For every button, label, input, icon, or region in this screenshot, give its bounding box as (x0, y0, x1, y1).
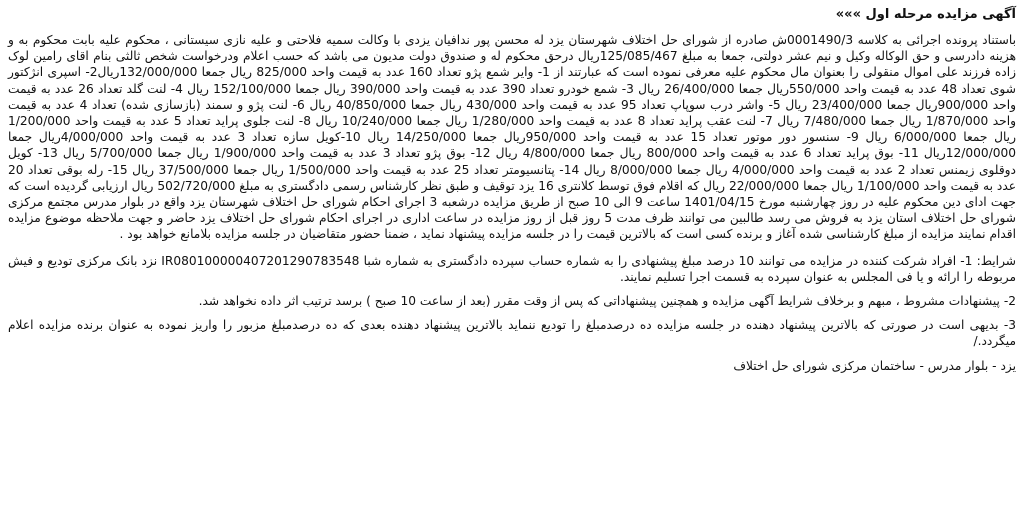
condition-2: 2- پیشنهادات مشروط ، مبهم و برخلاف شرایط آگهی مزایده و همچنین پیشنهاداتی که پس از وقت مقرر (بعد از ساعت 10 صبح ) برسد ترتیب اثر داده نخواهد شد. (198, 294, 1016, 309)
notice-title: آگهی مزایده مرحله اول »»» (835, 7, 1016, 22)
notice-main-paragraph: باستناد پرونده اجرائی به کلاسه 0001490/3ش صادره از شورای حل اختلاف شهرستان یزد له محسن پور ندافیان یزدی با وکالت سمیه فلاحتی و علیه نازی سیستانی ، محکوم علیه بابت محکوم به و هزینه دادرسی و حق الوکاله وکیل و نیم عشر دولتی، جمعا به مبلغ 125/085/467ریال درحق محکوم له و صندوق دولت مدیون می باشد که حسب اعلام ودرخواست شخص ثالثی بنام اقای رامین لوک زاده فرزند علی اموال منقولی را بعنوان مال محکوم علیه معرفی نموده است که عبارتند از 1- وایر شمع پژو تعداد 160 عدد به قیمت واحد 825/000 ریال جمعا 132/000/000ریال2- اسپری انژکتور شوی تعداد 48 عدد به قیمت واحد 550/000ریال جمعا 26/400/000 ریال 3- شمع خودرو تعداد 390 عدد به قیمت واحد 390/000 ریال جمعا 152/100/000 ریال 4- لنت گلد تعداد 26 عدد به قیمت واحد 900/000ریال جمعا 23/400/000 ریال 5- واشر درب سوپاپ تعداد 95 عدد به قیمت واحد 430/000 ریال جمعا 40/850/000 ریال 6- لنت پژو و سمند (بازسازی شده) تعداد 4 عدد به قیمت واحد 1/870/000 ریال جمعا 7/480/000 ریال 7- لنت عقب پراید تعداد 8 عدد به قیمت واحد 1/280/000 ریال جمعا 10/240/000 ریال 8- لنت جلوی پراید تعداد 5 عدد به قیمت واحد 1/200/000 ریال جمعا 6/000/000 ریال 9- سنسور دور موتور تعداد 15 عدد به قیمت واحد 950/000ریال جمعا 14/250/000 ریال 10-کویل سازه تعداد 3 عدد به قیمت واحد 4/000/000ریال جمعا 12/000/000ریال 11- بوق پراید تعداد 6 عدد به قیمت واحد 800/000 ریال جمعا 4/800/000 ریال 12- بوق پژو تعداد 3 عدد به قیمت واحد 1/900/000 ریال جمعا 5/700/000 ریال 13- کویل دوقلوی زیمنس تعداد 2 عدد به قیمت واحد 4/000/000 ریال جمعا 8/000/000 ریال 14- پتانسیومتر تعداد 25 عدد به قیمت واحد 1/500/000 ریال جمعا 37/500/000 ریال 15- رله بوقی تعداد 20 عدد به قیمت واحد 1/100/000 ریال جمعا 22/000/000 ریال که اقلام فوق توسط کلانتری 16 یزد توقیف و طبق نظر کارشناس رسمی دادگستری به مبلغ 502/720/000 ریال ارزیابی گردیده است که جهت ادای دین محکوم علیه در روز چهارشنبه مورخ 1401/04/15 ساعت 9 الی 10 صبح از طریق مزایده درشعبه 3 اجرای احکام شورای حل اختلاف شهرستان یزد واقع در بلوار مدرس مجتمع مرکزی شورای حل اختلاف استان یزد به فروش می رسد طالبین می توانند ظرف مدت 5 روز قبل از روز مزایده در ساعت اداری در اجرای احکام شورای حل اختلاف یزد حاضر و جهت ملاحظه موضوع مزایده اقدام نمایند مزایده از مبلغ کارشناسی شده آغاز و برنده کسی است که بالاترین قیمت را در جلسه مزایده پیشنهاد نماید ، ضمنا حضور متقاضیان در جلسه مزایده بلامانع خواهد بود . (8, 33, 1017, 242)
condition-1: شرایط: 1- افراد شرکت کننده در مزایده می توانند 10 درصد مبلغ پیشنهادی را به شماره حساب سپرده دادگستری به شماره شبا IR080100000407201290783548 نزد بانک مرکزی تودیع و فیش مربوطه را ارائه و یا فی المجلس به عنوان سپرده به قسمت اجرا تسلیم نمایند. (8, 253, 1017, 284)
condition-3: 3- بدیهی است در صورتی که بالاترین پیشنهاد دهنده در جلسه مزایده ده درصدمبلغ را تودیع ننماید بالاترین پیشنهاد دهنده بعدی که ده درصدمبلغ مزبور را واریز نموده به عنوان برنده مزایده اعلام میگردد./ (8, 318, 1016, 349)
office-address: یزد - بلوار مدرس - ساختمان مرکزی شورای حل اختلاف (733, 358, 1016, 373)
